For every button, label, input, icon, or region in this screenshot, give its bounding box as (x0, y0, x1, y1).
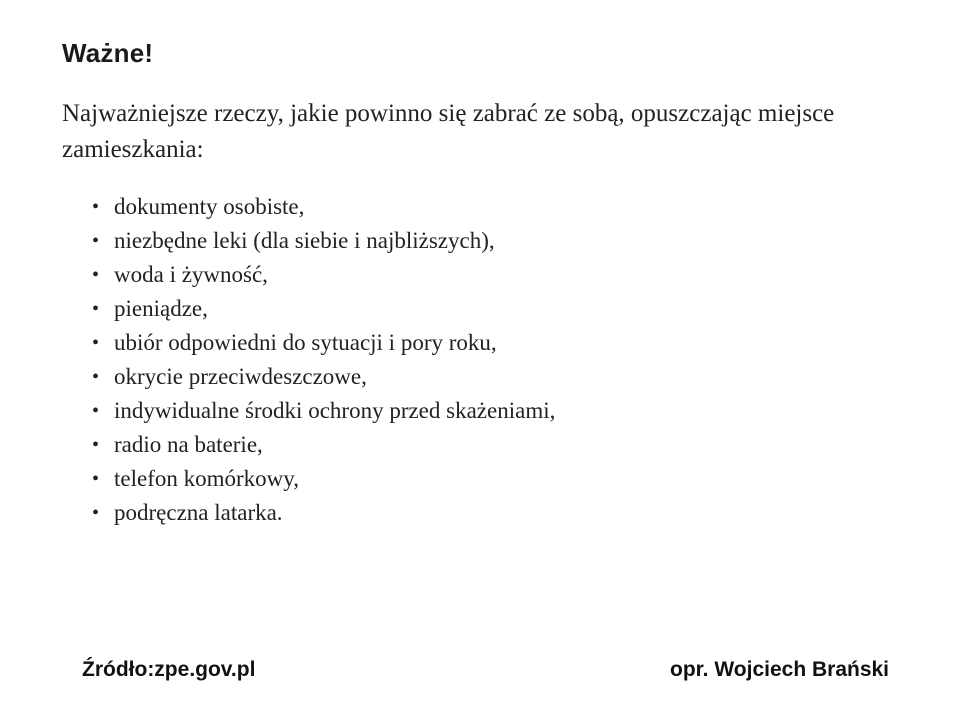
important-items-list (86, 190, 886, 530)
bullet-icon: • (92, 230, 100, 252)
list-item (86, 496, 886, 530)
bullet-icon: • (92, 264, 100, 286)
list-item-label: radio na baterie, (114, 432, 263, 457)
bullet-icon: • (92, 366, 100, 388)
list-item-label: dokumenty osobiste, (114, 194, 305, 219)
list-item (86, 224, 886, 258)
list-item (86, 190, 886, 224)
list-item-label: woda i żywność, (114, 262, 268, 287)
list-item (86, 292, 886, 326)
slide-heading: Ważne! (62, 38, 154, 68)
list-item (86, 394, 886, 428)
list-item-label: indywidualne środki ochrony przed skażeniami, (114, 398, 556, 423)
source-label: Źródło:zpe.gov.pl (82, 658, 256, 681)
list-item (86, 462, 886, 496)
bullet-icon: • (92, 332, 100, 354)
list-item-label: podręczna latarka. (114, 500, 283, 525)
bullet-icon: • (92, 196, 100, 218)
list-item-label: pieniądze, (114, 296, 208, 321)
list-item-label: ubiór odpowiedni do sytuacji i pory roku, (114, 330, 497, 355)
list-item-label: okrycie przeciwdeszczowe, (114, 364, 367, 389)
bullet-icon: • (92, 502, 100, 524)
list-item (86, 326, 886, 360)
bullet-icon: • (92, 298, 100, 320)
bullet-icon: • (92, 434, 100, 456)
bullet-icon: • (92, 468, 100, 490)
slide-footer (0, 658, 960, 698)
bullet-icon: • (92, 400, 100, 422)
list-item (86, 258, 886, 292)
slide-intro-paragraph: Najważniejsze rzeczy, jakie powinno się zabrać ze sobą, opuszczając miejsce zamieszkania: (62, 100, 835, 164)
list-item-label: telefon komórkowy, (114, 466, 300, 491)
list-item (86, 360, 886, 394)
list-item-label: niezbędne leki (dla siebie i najbliższych), (114, 228, 495, 253)
author-label: opr. Wojciech Brański (670, 658, 890, 681)
list-item (86, 428, 886, 462)
